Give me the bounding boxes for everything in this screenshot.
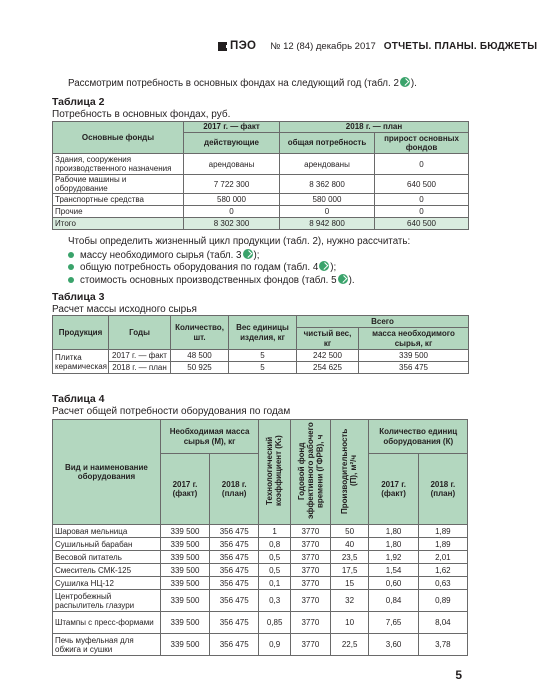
t4-head-name: Вид и наименование оборудования xyxy=(53,420,161,525)
table4-equipment xyxy=(52,419,468,656)
calc-list xyxy=(68,249,355,286)
t3-head-unit-weight: Вес единицы изделия, кг xyxy=(229,316,297,350)
list-item: массу необходимого сырья (табл. 3 ); xyxy=(68,249,355,261)
t3-head-net: чистый вес, кг xyxy=(297,328,359,350)
table-row: Транспортные средства 580 000 580 000 0 xyxy=(53,194,469,206)
intro-paragraph: Рассмотрим потребность в основных фондах на следующий год (табл. 2 ). xyxy=(68,78,417,89)
table3-raw-material xyxy=(52,315,469,374)
table-row: Плитка керамическая 2017 г. — факт 48 500 5 242 500 339 500 xyxy=(53,350,469,362)
table3-label: Таблица 3 xyxy=(52,291,105,303)
table2-label: Таблица 2 xyxy=(52,96,105,108)
t4-head-tech-coef: Технологический коэффициент (Kₜ) xyxy=(259,420,291,525)
t4-head-work-fund: Годовой фонд эффективного рабочего времени (ГФРВ), ч xyxy=(290,420,330,525)
t3-head-raw: масса необходимого сырья, кг xyxy=(359,328,469,350)
t2-head-assets: Основные фонды xyxy=(53,122,184,154)
table4-label: Таблица 4 xyxy=(52,393,105,405)
section-title: ОТЧЕТЫ. ПЛАНЫ. БЮДЖЕТЫ xyxy=(383,40,537,52)
t4-head-mass-2017: 2017 г. (факт) xyxy=(160,454,209,525)
magazine-logo: ПЭО xyxy=(218,40,256,52)
table3-caption: Расчет массы исходного сырья xyxy=(52,304,197,315)
t3-head-total: Всего xyxy=(297,316,469,328)
table-row: Сушильный барабан 339 500 356 475 0,8 3770 40 1,80 1,89 xyxy=(53,538,468,551)
table-row: Сушилка НЦ-12 339 500 356 475 0,1 3770 15 0,60 0,63 xyxy=(53,577,468,590)
t3-head-years: Годы xyxy=(109,316,171,350)
table-row: Смеситель СМК-125 339 500 356 475 0,5 3770 17,5 1,54 1,62 xyxy=(53,564,468,577)
table-row: Прочие 0 0 0 xyxy=(53,206,469,218)
t4-head-count-2018: 2018 г. (план) xyxy=(418,454,467,525)
t4-head-productivity: Производительность (П), м²/ч xyxy=(330,420,369,525)
table-reference-icon xyxy=(400,77,410,87)
issue-number: № 12 (84) декабрь 2017 xyxy=(270,40,376,52)
t4-head-count: Количество единиц оборудования (К) xyxy=(369,420,468,454)
t2-head-total-need: общая потребность xyxy=(280,133,375,154)
table-row: Печь муфельная для обжига и сушки 339 500 356 475 0,9 3770 22,5 3,60 3,78 xyxy=(53,634,468,656)
table-row: Центробежный распылитель глазури 339 500 356 475 0,3 3770 32 0,84 0,89 xyxy=(53,590,468,612)
page-number: 5 xyxy=(455,668,462,682)
table4-caption: Расчет общей потребности оборудования по годам xyxy=(52,406,291,417)
t2-head-active: действующие xyxy=(184,133,280,154)
t4-head-mass-2018: 2018 г. (план) xyxy=(210,454,259,525)
table-row: 2018 г. — план 50 925 5 254 625 356 475 xyxy=(53,362,469,374)
table-reference-icon xyxy=(243,249,253,259)
table-reference-icon xyxy=(319,261,329,271)
calc-intro: Чтобы определить жизненный цикл продукции (табл. 2), нужно рассчитать: xyxy=(68,236,411,247)
table-row: Шаровая мельница 339 500 356 475 1 3770 50 1,80 1,89 xyxy=(53,525,468,538)
t3-head-qty: Количество, шт. xyxy=(171,316,229,350)
t3-product-name: Плитка керамическая xyxy=(53,350,109,374)
t2-head-2017: 2017 г. — факт xyxy=(184,122,280,133)
t2-head-2018: 2018 г. — план xyxy=(280,122,469,133)
table-row-total: Итого 8 302 300 8 942 800 640 500 xyxy=(53,218,469,230)
table-row: Весовой питатель 339 500 356 475 0,5 3770 23,5 1,92 2,01 xyxy=(53,551,468,564)
logo-square-icon xyxy=(218,42,227,51)
page-header xyxy=(218,39,537,53)
table-reference-icon xyxy=(338,274,348,284)
table-row: Штампы с пресс-формами 339 500 356 475 0,85 3770 10 7,65 8,04 xyxy=(53,612,468,634)
t4-head-mass: Необходимая масса сырья (М), кг xyxy=(160,420,258,454)
table2-fixed-assets xyxy=(52,121,469,230)
list-item: стоимость основных производственных фондов (табл. 5 ). xyxy=(68,274,355,286)
t4-head-count-2017: 2017 г. (факт) xyxy=(369,454,418,525)
t3-head-product: Продукция xyxy=(53,316,109,350)
table2-caption: Потребность в основных фондах, руб. xyxy=(52,109,231,120)
table-row: Здания, сооружения производственного назначения арендованы арендованы 0 xyxy=(53,154,469,175)
list-item: общую потребность оборудования по годам (табл. 4 ); xyxy=(68,261,355,273)
t2-head-growth: прирост основных фондов xyxy=(375,133,469,154)
table-row: Рабочие машины и оборудование 7 722 300 8 362 800 640 500 xyxy=(53,175,469,194)
